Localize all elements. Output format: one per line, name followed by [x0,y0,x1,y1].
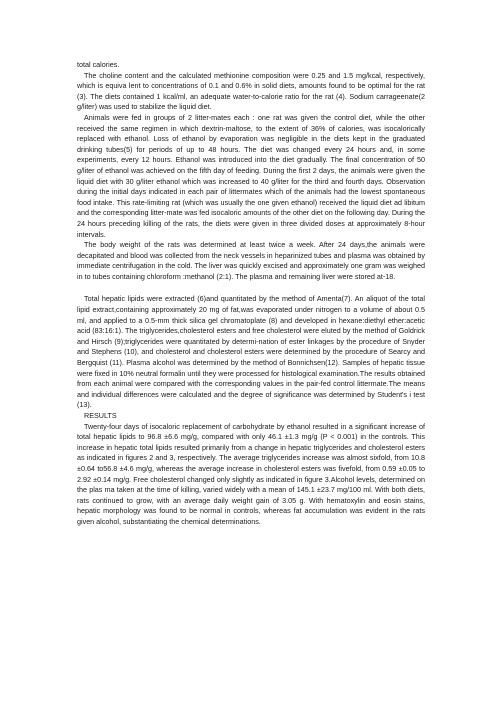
document-body [77,60,425,528]
paragraph-hepatic-lipids-methods: Total hepatic lipids were extracted (6)and quantitated by the method of Amenta(7). An aliquot of the total lipid extract,containing approximately 20 mg of fat,was evaporated under nitrogen to a volume of about 0.5 ml, and applied to a 0.5-mm thick silica gel chromatoplate (8) and developed in hexane:diethyl ether:acetic acid (83:16:1). The triglycerides,cholesterol esters and free cholesterol were eluted by the method of Goldrick and Hirsch (9);triglycerides were quantitated by determi-nation of ester linkages by the procedure of Snyder and Stephens (10), and cholesterol and cholesterol esters were determined by the procedure of Searcy and Bergquist (11). Plasma alcohol was determined by the method of Bonnichsen(12). Samples of hepatic tissue were fixed in 10% neutral formalin until they were processed for histological examination.The results obtained from each animal were compared with the corresponding values in the pair-fed control littermate.The means and individual differences were calculated and the degree of significance was determined by Student's i test (13). [77,294,425,410]
paragraph-animal-feeding: Animals were fed in groups of 2 litter-mates each : one rat was given the control diet, while the other received the same regimen in which dextrin-maltose, to the extent of 36% of calories, was isocalorically replaced with ethanol. Loss of ethanol by evaporation was negligible in the diets kept in the graduated drinking tubes(5) for periods of up to 48 hours. The diet was changed every 24 hours and, in some experiments, every 12 hours. Ethanol was introduced into the diet gradually. The final concentration of 50 g/liter of ethanol was achieved on the fifth day of feeding. During the first 2 days, the animals were given the liquid diet with 30 g/liter ethanol which was increased to 40 g/liter for the third and fourth days. Observation during the initial days indicated in each pair of littermates which of the animals had the lowest spontaneous food intake. This rate-limiting rat (which was usually the one given ethanol) received the liquid diet ad libitum and the corresponding litter-mate was fed isocaloric amounts of the other diet on the following day. During the 24 hours preceding killing of the rats, the diets were given in three divided doses at approximately 8-hour intervals. [77,112,425,239]
section-heading-results: RESULTS [84,411,117,420]
paragraph-total-calories: total calories. [77,60,120,69]
paragraph-results: Twenty-four days of isocaloric replacement of carbohydrate by ethanol resulted in a significant increase of total hepatic lipids to 96.8 ±6.6 mg/g, compared with only 46.1 ±1.3 mg/g (P < 0.001) in the controls. This increase in hepatic total lipids resulted primarily from a change in hepatic triglycerides and cholesterol esters as indicated in figures 2 and 3, respectively. The average triglycerides increase was almost sixfold, from 10.8 ±0.64 to56.8 ±4.6 mg/g, whereas the average increase in cholesterol esters was fivefold, from 0.59 ±0.05 to 2.92 ±0.14 mg/g. Free cholesterol changed only slightly as indicated in figure 3.Alcohol levels, determined on the plas ma taken at the time of killing, varied widely with a mean of 145.1 ±23.7 mg/100 ml. With both diets, rats continued to grow, with an average daily weight gain of 3.05 g. With hematoxylin and eosin stains, hepatic morphology was found to be normal in controls, whereas fat accumulation was evident in the rats given alcohol, substantiating the chemical determinations. [77,421,425,526]
paragraph-choline-content: The choline content and the calculated methionine composition were 0.25 and 1.5 mg/kcal, respectively, which is equiva lent to concentrations of 0.1 and 0.6% in solid diets, amounts found to be optimal for the rat (3). The diets contained 1 kcal/ml, an adequate water-to-calorie ratio for the rat (4). Sodium carrageenate(2 g/liter) was used to stabilize the liquid diet. [77,70,425,112]
paragraph-body-weight: The body weight of the rats was determined at least twice a week. After 24 days,the animals were decapitated and blood was collected from the neck vessels in heparinized tubes and plasma was obtained by immediate centrifugation in the cold. The liver was quickly excised and approximately one gram was weighed in to tubes containing chloroform :methanol (2:1). The plasma and remaining liver were stored at-18. [77,240,425,281]
paragraph-spacer [77,282,425,294]
